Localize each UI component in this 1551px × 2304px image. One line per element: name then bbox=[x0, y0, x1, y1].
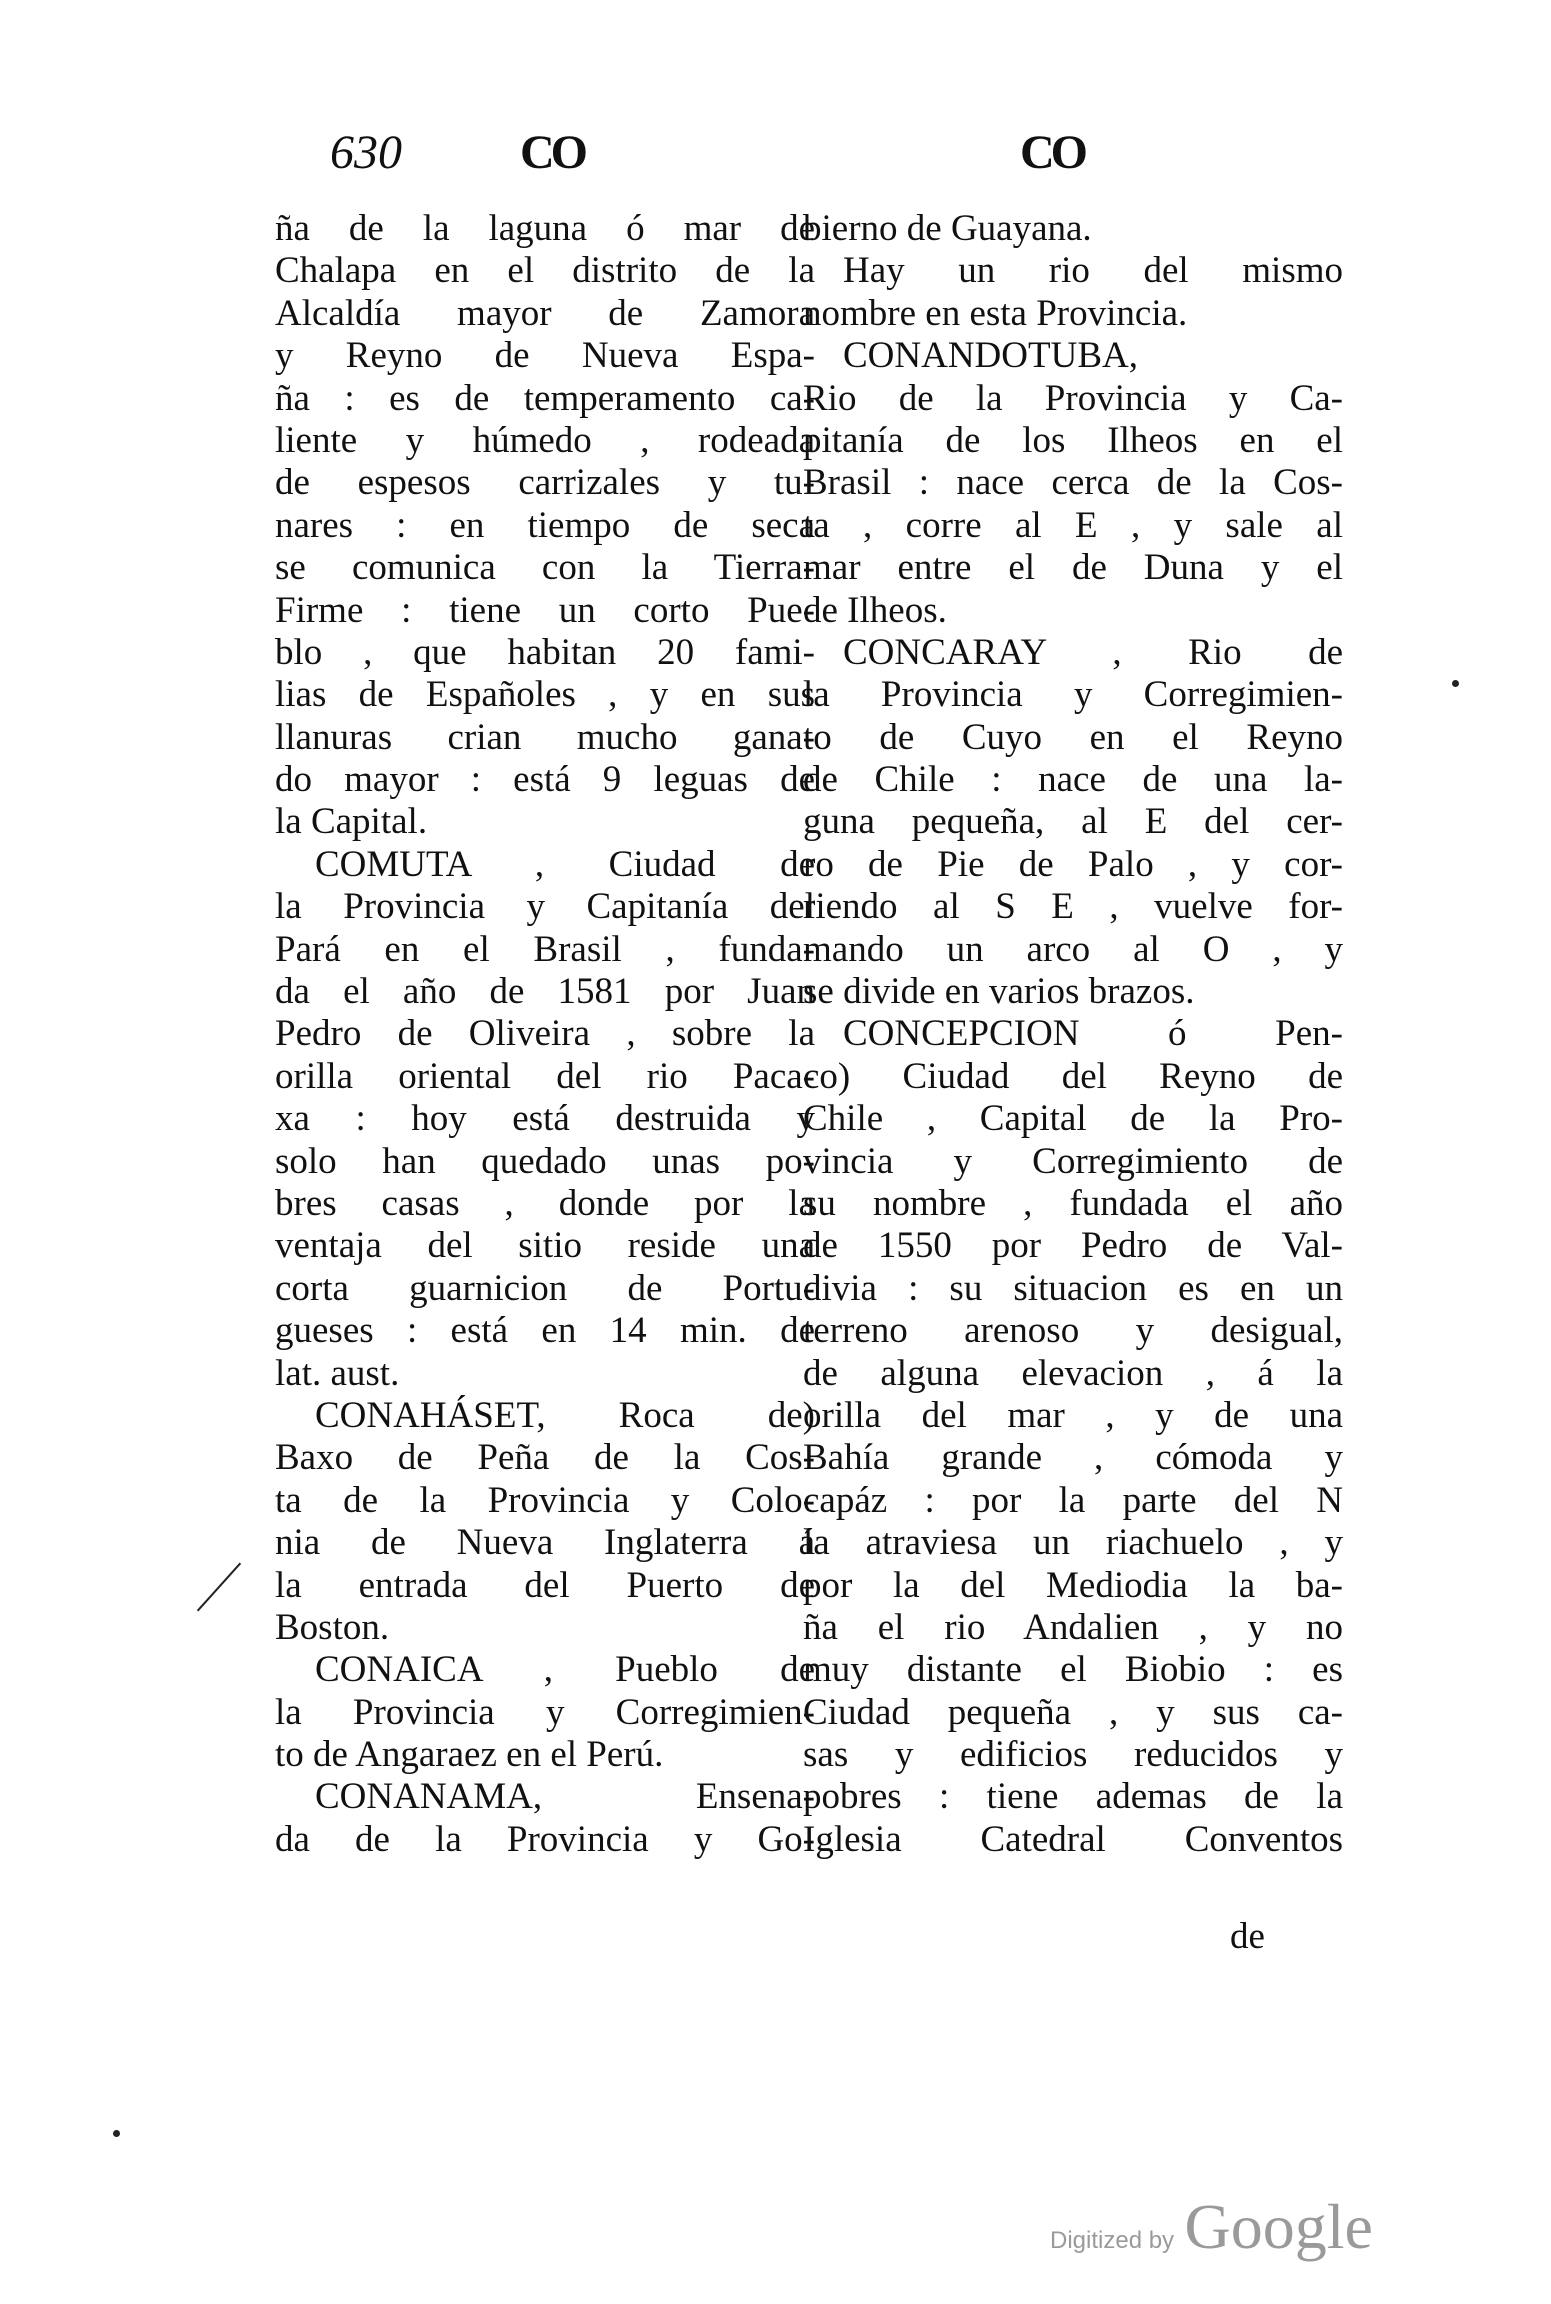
text-line: CONAICA , Pueblo de bbox=[315, 1649, 815, 1691]
text-line: terreno arenoso y desigual, bbox=[803, 1310, 1343, 1352]
text-line: pobres : tiene ademas de la bbox=[803, 1776, 1343, 1818]
text-line: lias de Españoles , y en sus bbox=[275, 674, 815, 716]
text-line: Brasil : nace cerca de la Cos- bbox=[803, 462, 1343, 504]
text-line: ta , corre al E , y sale al bbox=[803, 504, 1343, 546]
page-number: 630 bbox=[330, 126, 402, 179]
text-line: Pedro de Oliveira , sobre la bbox=[275, 1013, 815, 1055]
text-line: blo , que habitan 20 fami- bbox=[275, 631, 815, 673]
text-line: CONAHÁSET, Roca de) bbox=[315, 1394, 815, 1436]
text-line: guna pequeña, al E del cer- bbox=[803, 801, 1343, 843]
text-line: ventaja del sitio reside una bbox=[275, 1225, 815, 1267]
text-line: orilla oriental del rio Paca- bbox=[275, 1055, 815, 1097]
digitized-watermark bbox=[1050, 2190, 1373, 2264]
text-line: mando un arco al O , y bbox=[803, 928, 1343, 970]
text-line: Ciudad pequeña , y sus ca- bbox=[803, 1691, 1343, 1733]
watermark-prefix: Digitized by bbox=[1050, 2227, 1175, 2254]
text-line: Chalapa en el distrito de la bbox=[275, 250, 815, 292]
ink-slash-mark bbox=[197, 1563, 241, 1612]
text-line: sas y edificios reducidos y bbox=[803, 1734, 1343, 1776]
header-ornament-left: CO bbox=[520, 126, 584, 179]
text-line: to de Angaraez en el Perú. bbox=[275, 1734, 664, 1776]
text-line: to de Cuyo en el Reyno bbox=[803, 716, 1343, 758]
text-line: su nombre , fundada el año bbox=[803, 1182, 1343, 1224]
text-line: orilla del mar , y de una bbox=[803, 1394, 1343, 1436]
text-line: Chile , Capital de la Pro- bbox=[803, 1098, 1343, 1140]
text-line: de 1550 por Pedro de Val- bbox=[803, 1225, 1343, 1267]
text-line: de alguna elevacion , á la bbox=[803, 1352, 1343, 1394]
right-text-column bbox=[803, 208, 1343, 1861]
text-line: COMUTA , Ciudad de bbox=[315, 843, 815, 885]
text-line: ña : es de temperamento ca- bbox=[275, 377, 815, 419]
text-line: Bahía grande , cómoda y bbox=[803, 1437, 1343, 1479]
text-line: Pará en el Brasil , funda- bbox=[275, 928, 815, 970]
text-line: de Ilheos. bbox=[803, 589, 947, 631]
text-line: se comunica con la Tierra- bbox=[275, 547, 815, 589]
text-line: Hay un rio del mismo bbox=[843, 250, 1343, 292]
text-line: do mayor : está 9 leguas de bbox=[275, 759, 815, 801]
text-line: capáz : por la parte del N bbox=[803, 1479, 1343, 1521]
text-line: la atraviesa un riachuelo , y bbox=[803, 1522, 1343, 1564]
text-line: se divide en varios brazos. bbox=[803, 971, 1195, 1013]
ink-dot-mark bbox=[1452, 680, 1459, 687]
text-line: ña el rio Andalien , y no bbox=[803, 1606, 1343, 1648]
header-ornament-right: CO bbox=[1020, 126, 1084, 179]
text-line: la Capital. bbox=[275, 801, 428, 843]
text-line: xa : hoy está destruida y bbox=[275, 1098, 815, 1140]
text-line: CONANAMA, Ensena- bbox=[315, 1776, 815, 1818]
text-line: Boston. bbox=[275, 1606, 390, 1648]
text-line: por la del Mediodia la ba- bbox=[803, 1564, 1343, 1606]
text-line: Rio de la Provincia y Ca- bbox=[803, 377, 1343, 419]
text-line: de espesos carrizales y tu- bbox=[275, 462, 815, 504]
text-line: da el año de 1581 por Juan bbox=[275, 971, 815, 1013]
text-line: vincia y Corregimiento de bbox=[803, 1140, 1343, 1182]
text-line: lat. aust. bbox=[275, 1352, 400, 1394]
text-line: solo han quedado unas po- bbox=[275, 1140, 815, 1182]
text-line: CONANDOTUBA, bbox=[843, 335, 1138, 377]
text-line: y Reyno de Nueva Espa- bbox=[275, 335, 815, 377]
text-line: bierno de Guayana. bbox=[803, 208, 1092, 249]
text-line: Iglesia Catedral Conventos bbox=[803, 1818, 1343, 1860]
text-line: bres casas , donde por la bbox=[275, 1182, 815, 1224]
text-line: Alcaldía mayor de Zamora bbox=[275, 292, 815, 334]
text-line: da de la Provincia y Go- bbox=[275, 1818, 815, 1860]
catchword: de bbox=[1230, 1916, 1265, 1957]
text-line: ro de Pie de Palo , y cor- bbox=[803, 843, 1343, 885]
text-line: riendo al S E , vuelve for- bbox=[803, 886, 1343, 928]
text-line: pitanía de los Ilheos en el bbox=[803, 419, 1343, 461]
text-line: ña de la laguna ó mar de bbox=[275, 208, 815, 249]
running-header bbox=[330, 125, 1150, 195]
text-line: gueses : está en 14 min. de bbox=[275, 1310, 815, 1352]
text-line: Baxo de Peña de la Cos- bbox=[275, 1437, 815, 1479]
left-text-column bbox=[275, 208, 815, 1861]
text-line: nombre en esta Provincia. bbox=[803, 292, 1188, 334]
text-line: la Provincia y Corregimien- bbox=[803, 674, 1343, 716]
text-line: de Chile : nace de una la- bbox=[803, 759, 1343, 801]
text-line: corta guarnicion de Portu- bbox=[275, 1267, 815, 1309]
text-line: mar entre el de Duna y el bbox=[803, 547, 1343, 589]
text-line: liente y húmedo , rodeada bbox=[275, 419, 815, 461]
text-line: la Provincia y Corregimien- bbox=[275, 1691, 815, 1733]
text-line: nia de Nueva Inglaterra á bbox=[275, 1522, 815, 1564]
text-line: la Provincia y Capitanía del bbox=[275, 886, 815, 928]
ink-dot-mark bbox=[113, 2130, 120, 2137]
text-line: ta de la Provincia y Colo- bbox=[275, 1479, 815, 1521]
watermark-brand: Google bbox=[1184, 2191, 1373, 2262]
text-line: CONCEPCION ó Pen- bbox=[843, 1013, 1343, 1055]
text-line: nares : en tiempo de seca bbox=[275, 504, 815, 546]
text-line: la entrada del Puerto de bbox=[275, 1564, 815, 1606]
text-line: llanuras crian mucho gana- bbox=[275, 716, 815, 758]
text-line: co) Ciudad del Reyno de bbox=[803, 1055, 1343, 1097]
text-line: muy distante el Biobio : es bbox=[803, 1649, 1343, 1691]
text-line: divia : su situacion es en un bbox=[803, 1267, 1343, 1309]
text-line: CONCARAY , Rio de bbox=[843, 631, 1343, 673]
text-line: Firme : tiene un corto Pue- bbox=[275, 589, 815, 631]
